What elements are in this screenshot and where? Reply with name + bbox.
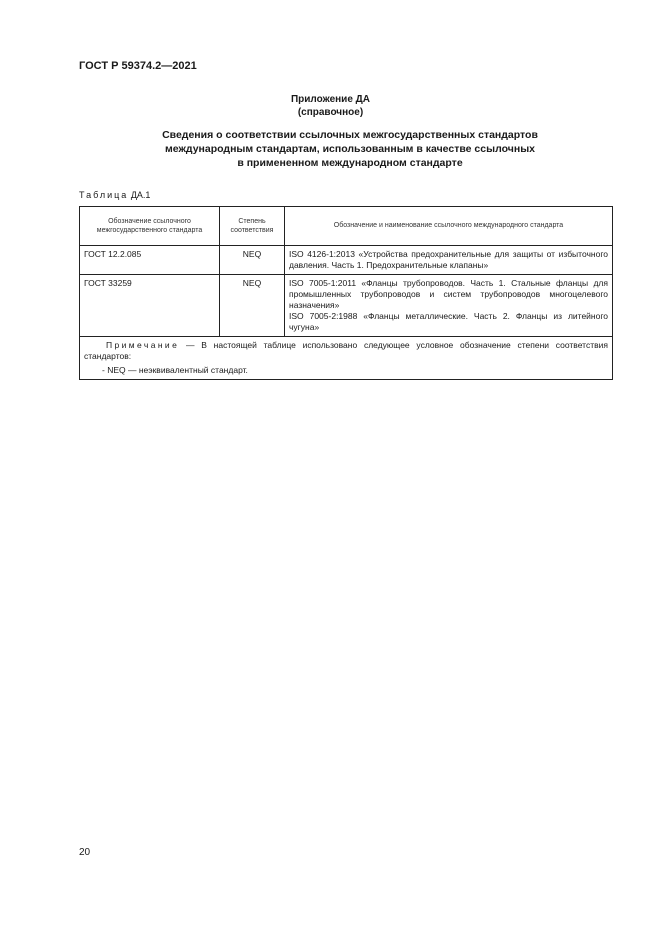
table-header-row	[80, 207, 613, 246]
cell-standard: ГОСТ 12.2.085	[80, 246, 220, 275]
cell-international	[285, 246, 613, 275]
cell-international	[285, 275, 613, 337]
cell-standard: ГОСТ 33259	[80, 275, 220, 337]
table-row	[80, 246, 613, 275]
heading-line-2: международным стандартам, использованным в качестве ссылочных	[164, 143, 535, 155]
page-number: 20	[79, 847, 91, 858]
reference-text: ISO 7005-2:1988 «Фланцы металлические. Часть 2. Фланцы из литейного чугуна»	[289, 311, 608, 332]
column-header-standard: Обозначение ссылочного межгосударственного стандарта	[80, 207, 220, 246]
note-item: - NEQ — неэквивалентный стандарт.	[102, 365, 248, 375]
table-label-number: ДА.1	[130, 190, 151, 200]
correspondence-table	[79, 206, 613, 380]
table-note	[80, 337, 613, 380]
table-label-word: Таблица	[79, 190, 129, 200]
heading-line-1: Сведения о соответствии ссылочных межгосударственных стандартов	[162, 129, 538, 141]
note-text: — В настоящей таблице использовано следующее условное обозначение степени соответствия стандартов:	[84, 340, 608, 361]
document-code: ГОСТ Р 59374.2—2021	[79, 60, 197, 72]
note-label: Примечание	[106, 340, 180, 350]
reference-text: ISO 4126-1:2013 «Устройства предохранительные для защиты от избыточного давления. Часть 1. Предохранительные клапаны»	[289, 249, 608, 270]
annex-heading	[100, 128, 600, 170]
annex-title-block	[0, 93, 661, 119]
cell-degree: NEQ	[220, 246, 285, 275]
table-label	[79, 190, 150, 200]
note-paragraph	[84, 340, 608, 362]
cell-degree: NEQ	[220, 275, 285, 337]
table-note-row	[80, 337, 613, 380]
annex-title: Приложение ДА	[290, 94, 371, 105]
column-header-international: Обозначение и наименование ссылочного международного стандарта	[285, 207, 613, 246]
reference-text: ISO 7005-1:2011 «Фланцы трубопроводов. Часть 1. Стальные фланцы для промышленных трубопроводов и систем трубопроводов многоцелевого назначения»	[289, 278, 608, 310]
heading-line-3: в примененном международном стандарте	[237, 157, 463, 169]
annex-type: (справочное)	[297, 107, 364, 118]
table-row	[80, 275, 613, 337]
column-header-degree: Степень соответствия	[220, 207, 285, 246]
